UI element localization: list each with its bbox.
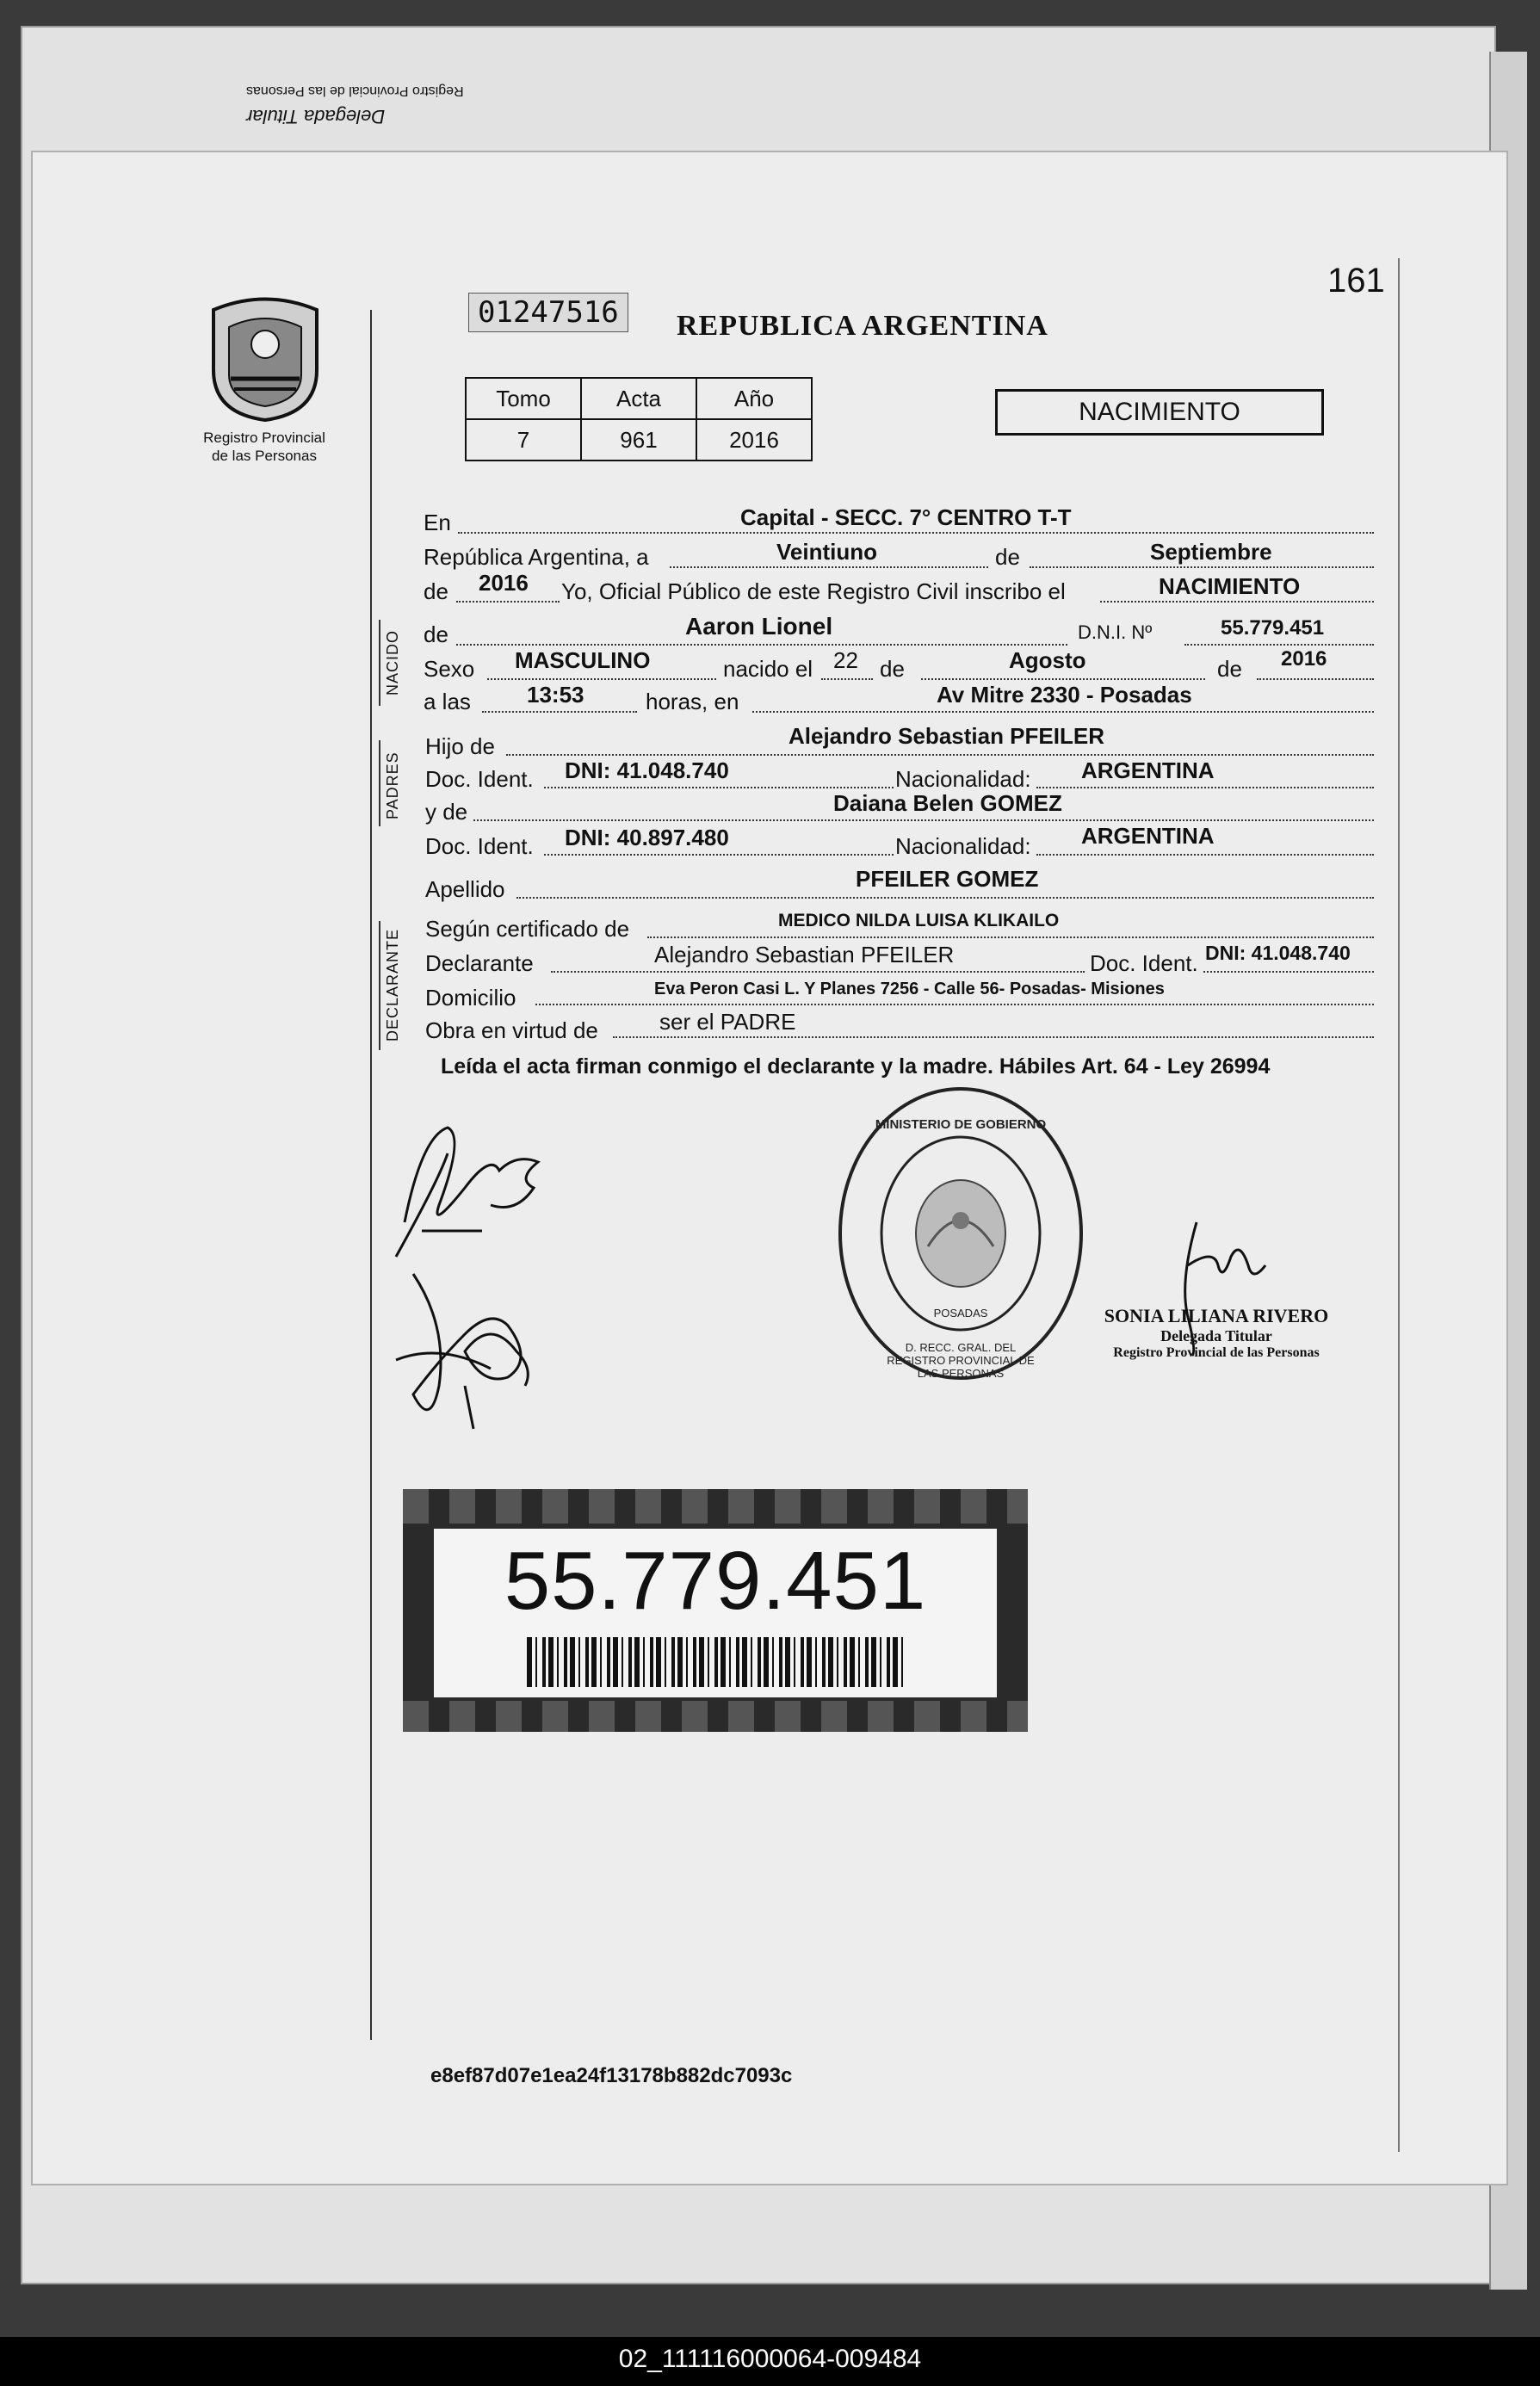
- apellido-value: PFEILER GOMEZ: [856, 866, 1039, 892]
- mother-doc-value: DNI: 40.897.480: [565, 825, 729, 850]
- birth-year-line: [1257, 678, 1374, 680]
- birth-year-value: 2016: [1281, 647, 1327, 671]
- obra-value: ser el PADRE: [659, 1009, 796, 1035]
- mother-line: [473, 819, 1374, 821]
- nacido-side-label: NACIDO: [384, 629, 401, 695]
- day-words-value: Veintiuno: [776, 539, 877, 565]
- nacido-bracket: [379, 620, 380, 706]
- year-value: 2016: [479, 570, 529, 596]
- de-label-3: de: [880, 656, 905, 682]
- mother-nationality-label: Nacionalidad:: [895, 833, 1031, 859]
- en-line: [458, 532, 1374, 534]
- sticker-pattern-bottom: [403, 1701, 1028, 1732]
- father-line: [506, 754, 1374, 756]
- seal-outer-text: D. RECC. GRAL. DEL REGISTRO PROVINCIAL DE LAS PERSONAS: [887, 1341, 1035, 1380]
- declarante-doc-value: DNI: 41.048.740: [1205, 942, 1351, 964]
- back-stamp-office: Registro Provincial de las Personas: [246, 83, 464, 98]
- oficial-text: Yo, Oficial Público de este Registro Civil inscribo el: [561, 578, 1066, 604]
- dni-line: [1184, 644, 1374, 646]
- birth-place-line: [752, 711, 1374, 713]
- page-number: 161: [1327, 262, 1385, 300]
- apellido-line: [516, 897, 1374, 899]
- province-logo: [205, 293, 325, 422]
- father-nationality-line: [1036, 787, 1374, 788]
- hijo-de-label: Hijo de: [425, 733, 495, 759]
- country-title: REPUBLICA ARGENTINA: [677, 310, 1048, 342]
- officer-title: Delegada Titular: [1160, 1327, 1272, 1344]
- time-line: [482, 711, 637, 713]
- sexo-label: Sexo: [424, 656, 475, 682]
- tomo-value: 7: [466, 419, 581, 461]
- signatures: [387, 1102, 560, 1446]
- obra-label: Obra en virtud de: [425, 1017, 598, 1043]
- closing-text: Leída el acta firman conmigo el declarante y la madre. Hábiles Art. 64 - Ley 26994: [441, 1054, 1271, 1079]
- padres-side-label: PADRES: [384, 751, 401, 819]
- document-hash: e8ef87d07e1ea24f13178b882dc7093c: [430, 2064, 793, 2087]
- de-label-2: de: [424, 578, 448, 604]
- barcode: [527, 1637, 906, 1687]
- month-line: [1030, 566, 1374, 568]
- act-word-value: NACIMIENTO: [1159, 573, 1301, 599]
- act-type-box: NACIMIENTO: [995, 389, 1324, 436]
- day-line: [670, 566, 988, 568]
- registry-table: [465, 377, 813, 461]
- mother-nationality-value: ARGENTINA: [1081, 823, 1215, 849]
- sticker-pattern-top: [403, 1489, 1028, 1524]
- nacido-el-label: nacido el: [723, 656, 813, 682]
- anio-header: Año: [696, 378, 812, 419]
- sticker-label: [434, 1529, 997, 1697]
- birth-month-line: [921, 678, 1205, 680]
- en-label: En: [424, 510, 451, 535]
- father-doc-line: [544, 787, 894, 788]
- domicilio-line: [535, 1004, 1374, 1005]
- father-nationality-label: Nacionalidad:: [895, 766, 1031, 792]
- child-dni-value: 55.779.451: [1221, 616, 1325, 640]
- mother-name-value: Daiana Belen GOMEZ: [833, 790, 1062, 816]
- logo-caption-line2: de las Personas: [212, 448, 317, 464]
- declarante-doc-label: Doc. Ident.: [1090, 950, 1198, 976]
- tomo-header: Tomo: [466, 378, 581, 419]
- apellido-label: Apellido: [425, 876, 505, 902]
- birth-time-value: 13:53: [527, 682, 584, 708]
- birth-month-value: Agosto: [1009, 647, 1086, 673]
- domicilio-value: Eva Peron Casi L. Y Planes 7256 - Calle 56- Posadas- Misiones: [654, 980, 1165, 998]
- declarante-line: [551, 971, 1085, 973]
- de-label-1: de: [995, 544, 1020, 570]
- place-value: Capital - SECC. 7° CENTRO T-T: [740, 504, 1072, 530]
- id-number: 55.779.451: [504, 1535, 927, 1627]
- declarante-bracket: [379, 921, 380, 1050]
- acta-header: Acta: [581, 378, 696, 419]
- birth-place-value: Av Mitre 2330 - Posadas: [937, 682, 1192, 708]
- declarante-name-value: Alejandro Sebastian PFEILER: [654, 942, 955, 967]
- certificado-label: Según certificado de: [425, 916, 630, 942]
- sexo-value: MASCULINO: [515, 647, 651, 673]
- father-nationality-value: ARGENTINA: [1081, 757, 1215, 783]
- official-seal: [833, 1083, 1088, 1384]
- dni-label: D.N.I. Nº: [1078, 621, 1153, 643]
- name-line: [456, 644, 1067, 646]
- republica-label: República Argentina, a: [424, 544, 649, 570]
- logo-caption-line1: Registro Provincial: [203, 430, 325, 446]
- act-word-line: [1100, 601, 1374, 603]
- id-sticker: [403, 1489, 1028, 1732]
- seal-bottom-text: POSADAS: [933, 1307, 988, 1320]
- right-border-line: [1398, 258, 1400, 2152]
- child-name-value: Aaron Lionel: [685, 613, 833, 640]
- officer-name: SONIA LILIANA RIVERO: [1104, 1305, 1329, 1326]
- declarante-doc-line: [1203, 971, 1374, 973]
- domicilio-label: Domicilio: [425, 985, 516, 1011]
- back-stamp-title: Delegada Titular: [246, 106, 386, 127]
- y-de-label: y de: [425, 799, 468, 825]
- declarante-side-label: DECLARANTE: [384, 928, 401, 1042]
- birth-day-value: 22: [833, 647, 858, 673]
- margin-line: [370, 310, 372, 2040]
- logo-caption: [191, 429, 337, 465]
- officer-office: Registro Provincial de las Personas: [1113, 1345, 1320, 1360]
- anio-value: 2016: [696, 419, 812, 461]
- father-name-value: Alejandro Sebastian PFEILER: [789, 723, 1104, 749]
- father-doc-value: DNI: 41.048.740: [565, 757, 729, 783]
- sexo-line: [487, 678, 716, 680]
- officer-stamp: [1074, 1305, 1358, 1361]
- year-line: [456, 601, 560, 603]
- control-number: 01247516: [468, 293, 628, 332]
- certificado-value: MEDICO NILDA LUISA KLIKAILO: [778, 911, 1060, 930]
- mother-doc-line: [544, 854, 894, 856]
- certificado-line: [647, 936, 1374, 938]
- birth-day-line: [821, 678, 873, 680]
- de-label-4: de: [1217, 656, 1242, 682]
- padres-bracket: [379, 740, 380, 826]
- acta-value: 961: [581, 419, 696, 461]
- declarante-label: Declarante: [425, 950, 534, 976]
- mother-doc-label: Doc. Ident.: [425, 833, 534, 859]
- month-value: Septiembre: [1150, 539, 1272, 565]
- father-doc-label: Doc. Ident.: [425, 766, 534, 792]
- a-las-label: a las: [424, 689, 471, 714]
- footer-code: 02_111116000064-009484: [618, 2345, 922, 2373]
- seal-inner-text: MINISTERIO DE GOBIERNO: [875, 1117, 1047, 1132]
- mother-nationality-line: [1036, 854, 1374, 856]
- nacido-de-label: de: [424, 621, 448, 647]
- obra-line: [613, 1036, 1374, 1038]
- horas-en-label: horas, en: [646, 689, 739, 714]
